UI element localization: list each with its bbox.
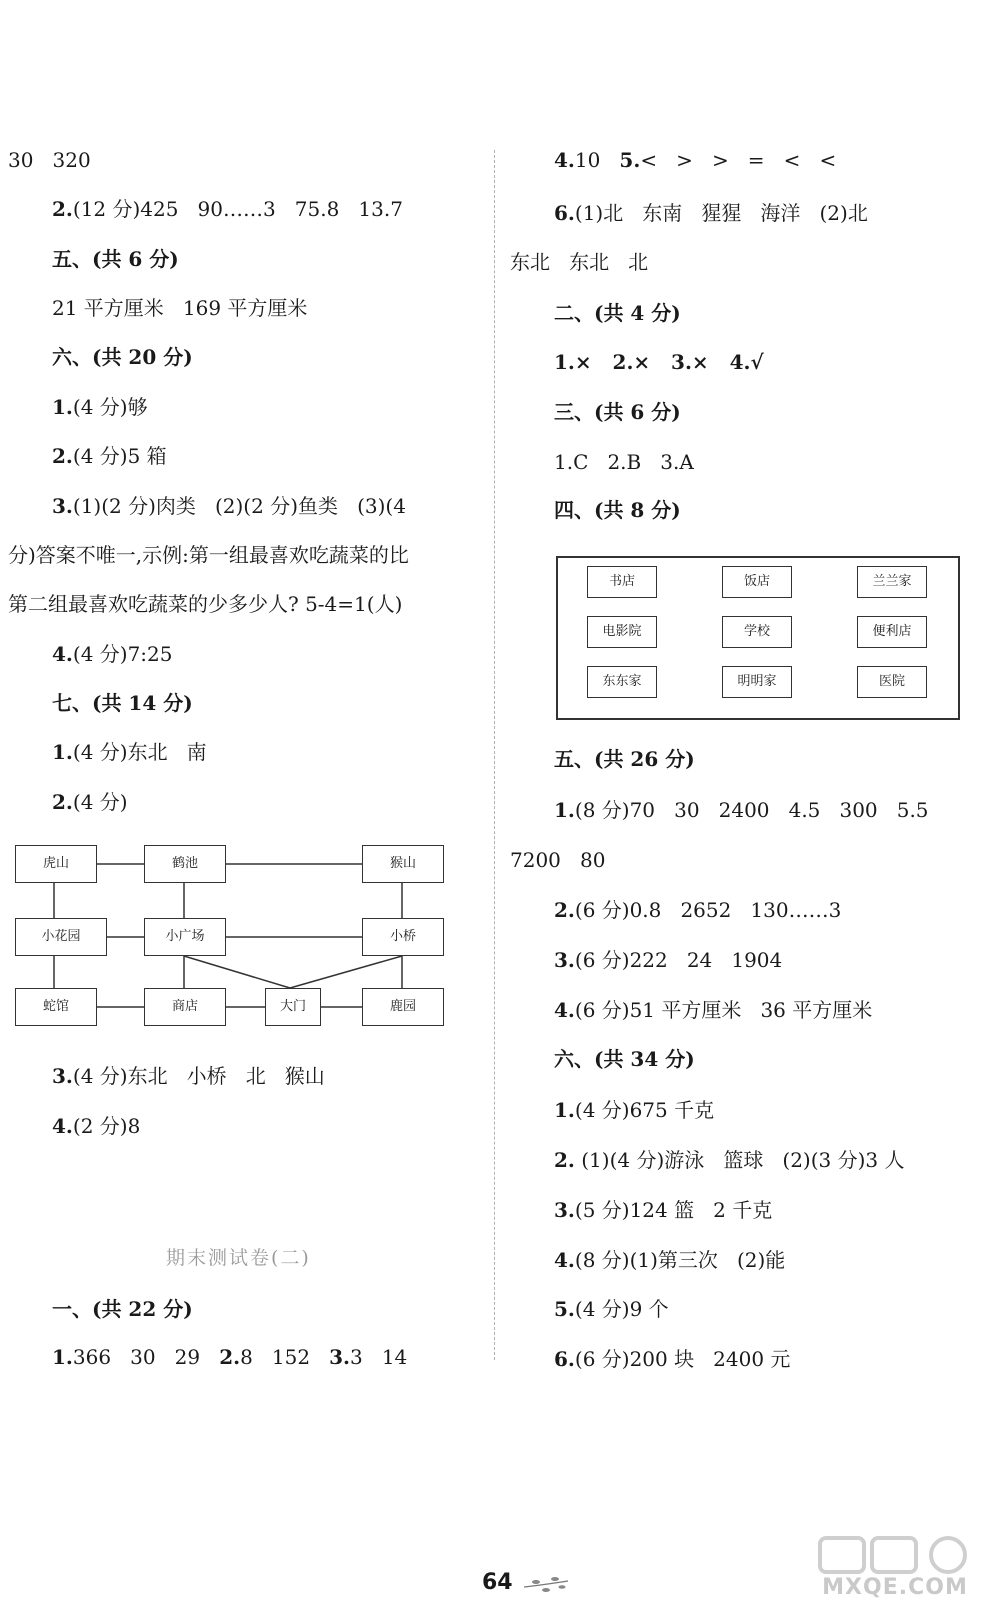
section-heading: 六、(共 20 分) (52, 345, 193, 369)
map-box-gate: 大门 (265, 988, 321, 1026)
answer-text: (1)(4 分)游泳 篮球 (2)(3 分)3 人 (574, 1148, 905, 1172)
section-title: 期末测试卷(二) (166, 1247, 311, 1269)
answer-text: 8 152 (240, 1345, 330, 1369)
answer-text: (6 分)222 24 1904 (574, 948, 783, 972)
answer-text: (6 分)0.8 2652 130……3 (574, 898, 842, 922)
map-box-shop: 商店 (144, 988, 226, 1026)
answer-text: (8 分)70 30 2400 4.5 300 5.5 (574, 798, 929, 822)
branch-ornament-icon (522, 1573, 572, 1597)
item-number: 1. (554, 798, 575, 822)
map-box-bridge: 小桥 (362, 918, 444, 956)
answer-text: (1)北 东南 猩猩 海洋 (2)北 (574, 201, 868, 225)
answer-line: 分)答案不唯一,示例:第一组最喜欢吃蔬菜的比 (8, 543, 409, 567)
answer-text: (4 分)够 (72, 395, 148, 419)
item-number: 2. (554, 898, 575, 922)
section-heading: 七、(共 14 分) (52, 691, 193, 715)
item-number: 3. (52, 1064, 73, 1088)
section-heading: 四、(共 8 分) (554, 498, 681, 522)
map-box-deer-park: 鹿园 (362, 988, 444, 1026)
watermark-logo-icon (800, 1532, 990, 1576)
answer-text: (2 分)8 (72, 1114, 141, 1138)
answer-text: 366 30 29 (72, 1345, 220, 1369)
answer-line (554, 201, 868, 225)
item-number: 2. (52, 790, 73, 814)
answer-line (554, 1248, 785, 1272)
answer-text: (4 分)675 千克 (574, 1098, 715, 1122)
answer-line (52, 1114, 140, 1138)
section-heading: 二、(共 4 分) (554, 301, 681, 325)
answer-line: 1.× 2.× 3.× 4.√ (554, 350, 764, 374)
answer-line (554, 1347, 790, 1371)
section-heading: 五、(共 6 分) (52, 247, 179, 271)
item-number: 4. (52, 642, 73, 666)
grid-box-cinema: 电影院 (587, 616, 657, 648)
answer-text: (6 分)200 块 2400 元 (574, 1347, 791, 1371)
answer-line (554, 998, 872, 1022)
item-number: 1. (52, 395, 73, 419)
answer-line (554, 948, 782, 972)
section-heading: 一、(共 22 分) (52, 1297, 193, 1321)
map-box-monkey-hill: 猴山 (362, 845, 444, 883)
item-number: 1. (52, 740, 73, 764)
answer-line: 30 320 (8, 148, 91, 172)
watermark-text: MXQE.COM (822, 1575, 968, 1600)
answer-line: 第二组最喜欢吃蔬菜的少多少人? 5-4=1(人) (8, 592, 403, 616)
item-number: 4. (52, 1114, 73, 1138)
map-box-garden: 小花园 (15, 918, 107, 956)
section-heading: 六、(共 34 分) (554, 1047, 695, 1071)
answer-text: < > > = < < (640, 148, 837, 172)
grid-box-dongdong-home: 东东家 (587, 666, 657, 698)
grid-box-restaurant: 饭店 (722, 566, 792, 598)
item-number: 6. (554, 201, 575, 225)
item-number: 2. (52, 197, 73, 221)
watermark (800, 1532, 990, 1602)
item-number: 2. (52, 444, 73, 468)
answer-text: (4 分)7:25 (72, 642, 173, 666)
item-number: 5. (554, 1297, 575, 1321)
answer-line (554, 1148, 905, 1172)
item-number: 4. (554, 148, 575, 172)
item-number: 1. (554, 1098, 575, 1122)
answer-text: (4 分)东北 南 (72, 740, 207, 764)
answer-line (554, 1098, 714, 1122)
item-number: 3. (329, 1345, 351, 1369)
map-box-tiger-hill: 虎山 (15, 845, 97, 883)
item-number: 2. (219, 1345, 241, 1369)
answer-text: (4 分)9 个 (574, 1297, 669, 1321)
item-number: 3. (554, 948, 575, 972)
section-heading: 三、(共 6 分) (554, 400, 681, 424)
answer-line (554, 1198, 772, 1222)
answer-line (554, 1297, 669, 1321)
item-number: 4. (554, 1248, 575, 1272)
answer-text: 3 14 (350, 1345, 408, 1369)
map-box-crane-pond: 鹤池 (144, 845, 226, 883)
answer-text: (6 分)51 平方厘米 36 平方厘米 (574, 998, 873, 1022)
grid-box-mingming-home: 明明家 (722, 666, 792, 698)
answer-line: 1.C 2.B 3.A (554, 450, 694, 474)
map-box-square: 小广场 (144, 918, 226, 956)
zoo-map-connectors (0, 0, 500, 1060)
map-box-snake-house: 蛇馆 (15, 988, 97, 1026)
answer-line (554, 898, 841, 922)
answer-text: (12 分)425 90……3 75.8 13.7 (72, 197, 403, 221)
answer-line (554, 148, 836, 172)
item-number: 1. (52, 1345, 73, 1369)
item-number: 3. (52, 494, 73, 518)
page-number: 64 (482, 1570, 513, 1595)
answer-text: (5 分)124 篮 2 千克 (574, 1198, 773, 1222)
item-number: 6. (554, 1347, 575, 1371)
item-number: 2. (554, 1148, 575, 1172)
grid-box-convenience-store: 便利店 (857, 616, 927, 648)
answer-text: (8 分)(1)第三次 (2)能 (574, 1248, 786, 1272)
answer-text: (1)(2 分)肉类 (2)(2 分)鱼类 (3)(4 (72, 494, 406, 518)
item-number: 3. (554, 1198, 575, 1222)
grid-box-lanlan-home: 兰兰家 (857, 566, 927, 598)
section-heading: 五、(共 26 分) (554, 747, 695, 771)
answer-line (554, 798, 929, 822)
item-number: 4. (554, 998, 575, 1022)
answer-text: 10 (574, 148, 620, 172)
grid-box-hospital: 医院 (857, 666, 927, 698)
answer-line: 21 平方厘米 169 平方厘米 (52, 296, 308, 320)
answer-text: (4 分) (72, 790, 128, 814)
answer-line (52, 1345, 407, 1369)
grid-box-bookstore: 书店 (587, 566, 657, 598)
answer-line (52, 1064, 325, 1088)
answer-text: (4 分)5 箱 (72, 444, 167, 468)
answer-line: 东北 东北 北 (510, 250, 649, 274)
answer-text: (4 分)东北 小桥 北 猴山 (72, 1064, 325, 1088)
answer-line: 7200 80 (510, 848, 606, 872)
grid-box-school: 学校 (722, 616, 792, 648)
item-number: 5. (619, 148, 641, 172)
